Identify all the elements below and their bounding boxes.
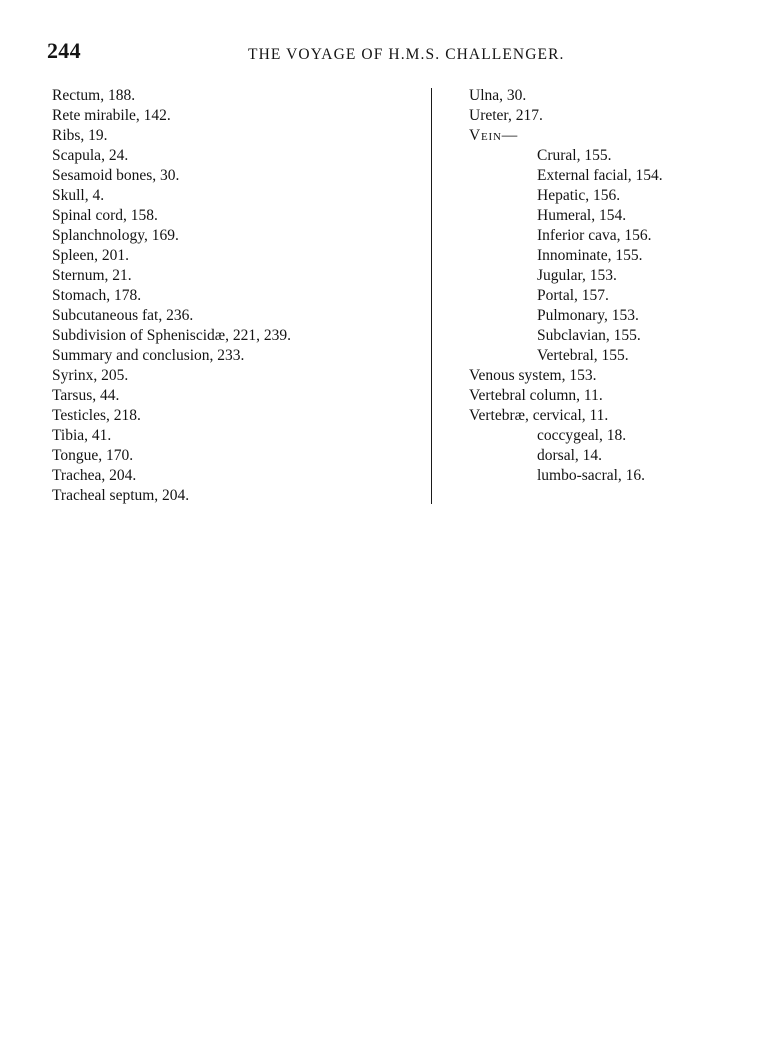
index-entry: Spleen, 201. (52, 247, 130, 264)
index-subentry: lumbo-sacral, 16. (537, 467, 646, 484)
index-entry: Tracheal septum, 204. (52, 487, 190, 504)
index-entry: Summary and conclusion, 233. (52, 347, 245, 364)
index-entry: Sternum, 21. (52, 267, 132, 284)
index-column-left (52, 86, 422, 506)
index-entry: Ureter, 217. (469, 107, 543, 124)
index-subentry: Vertebral, 155. (537, 347, 629, 364)
index-column-right (469, 86, 759, 486)
index-entry: Rete mirabile, 142. (52, 107, 171, 124)
index-entry: Vertebræ, cervical, 11. (469, 407, 609, 424)
index-entry: Rectum, 188. (52, 87, 136, 104)
index-subentry: dorsal, 14. (537, 447, 603, 464)
index-subentry: External facial, 154. (537, 167, 663, 184)
index-subentry: Subclavian, 155. (537, 327, 641, 344)
index-entry: Tongue, 170. (52, 447, 134, 464)
column-divider (431, 88, 432, 504)
index-entry: Stomach, 178. (52, 287, 142, 304)
index-entry: Trachea, 204. (52, 467, 137, 484)
index-entry: Tarsus, 44. (52, 387, 120, 404)
index-subentry: Hepatic, 156. (537, 187, 621, 204)
index-subentry: Jugular, 153. (537, 267, 617, 284)
index-entry: Skull, 4. (52, 187, 105, 204)
index-entry: Ribs, 19. (52, 127, 108, 144)
index-heading-vein: Vein— (469, 127, 519, 144)
index-entry: Ulna, 30. (469, 87, 527, 104)
index-subentry: Humeral, 154. (537, 207, 627, 224)
index-subentry: Portal, 157. (537, 287, 609, 304)
index-entry: Tibia, 41. (52, 427, 112, 444)
index-entry: Testicles, 218. (52, 407, 141, 424)
index-entry: Spinal cord, 158. (52, 207, 158, 224)
index-subentry: Pulmonary, 153. (537, 307, 639, 324)
index-entry: Sesamoid bones, 30. (52, 167, 180, 184)
index-entry: Subcutaneous fat, 236. (52, 307, 194, 324)
index-entry: Syrinx, 205. (52, 367, 129, 384)
index-subentry: Inferior cava, 156. (537, 227, 652, 244)
index-entry: Splanchnology, 169. (52, 227, 179, 244)
page-number: 244 (47, 38, 81, 63)
index-entry: Subdivision of Spheniscidæ, 221, 239. (52, 327, 291, 344)
index-entry: Vertebral column, 11. (469, 387, 603, 404)
index-subentry: Crural, 155. (537, 147, 612, 164)
index-entry: Venous system, 153. (469, 367, 597, 384)
index-entry: Scapula, 24. (52, 147, 129, 164)
running-title: THE VOYAGE OF H.M.S. CHALLENGER. (248, 46, 565, 63)
index-subentry: Innominate, 155. (537, 247, 643, 264)
index-subentry: coccygeal, 18. (537, 427, 627, 444)
